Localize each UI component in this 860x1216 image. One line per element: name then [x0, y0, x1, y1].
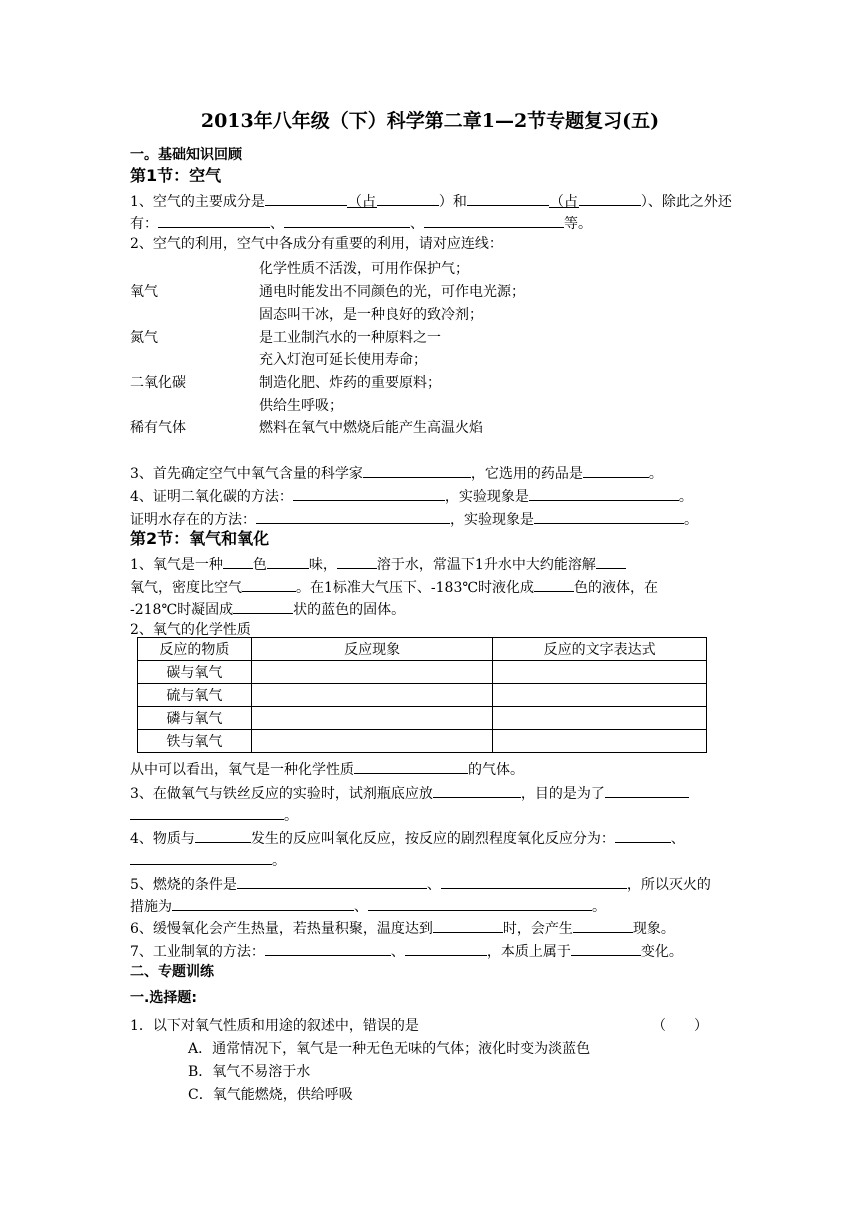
- answer-blank[interactable]: [583, 462, 649, 478]
- s2-q5-text-c: ，所以灭火的: [626, 877, 711, 893]
- table-cell-phenomenon[interactable]: [251, 684, 493, 707]
- s1-q4-text-b: ，实验现象是: [444, 489, 529, 505]
- table-cell-substance: 硫与氧气: [138, 684, 252, 707]
- s2-q3-text-a: 3、在做氧气与铁丝反应的实验时，试剂瓶底应放: [130, 786, 433, 802]
- s2-q1-text-i: 状的蓝色的固体。: [293, 602, 406, 618]
- answer-blank[interactable]: [596, 553, 626, 569]
- answer-blank[interactable]: [571, 940, 641, 956]
- s2-q5-line2: [130, 895, 606, 917]
- gas-carbon-dioxide: 二氧化碳: [130, 375, 186, 391]
- answer-blank[interactable]: [237, 873, 427, 889]
- s1-q3-text-b: ，它选用的药品是: [470, 466, 583, 482]
- answer-blank[interactable]: [284, 212, 410, 228]
- s2-q7-text-d: 变化。: [640, 944, 683, 960]
- part2-subheading: 一.选择题:: [130, 990, 197, 1006]
- s2-q1-text-e: 氧气，密度比空气: [130, 580, 242, 596]
- answer-blank[interactable]: [242, 576, 296, 592]
- s2-q4-text-a: 4、物质与: [130, 831, 195, 847]
- s1-q1-line1: [130, 190, 732, 212]
- answer-blank[interactable]: [195, 827, 251, 843]
- separator-text: 、: [410, 216, 424, 232]
- s2-q7: [130, 940, 683, 962]
- s2-q4-text-c: 、: [670, 831, 685, 847]
- s1-q5-text-a: 证明水存在的方法：: [130, 512, 256, 528]
- mc-option-a: A．通常情况下，氧气是一种无色无味的气体；液化时变为淡蓝色: [188, 1041, 591, 1057]
- gas-oxygen: 氧气: [130, 284, 158, 300]
- s2-q5-text-a: 5、燃烧的条件是: [130, 877, 237, 893]
- s2-q4-line2: [130, 849, 286, 871]
- s2-q1-text-b: 色: [252, 557, 267, 573]
- s2-q2-after-b: 的气体。: [468, 762, 524, 778]
- answer-blank[interactable]: [605, 782, 689, 798]
- table-cell-expression[interactable]: [493, 661, 707, 684]
- answer-blank-with-text[interactable]: [347, 192, 377, 208]
- answer-blank[interactable]: [337, 553, 377, 569]
- answer-blank[interactable]: [172, 895, 354, 911]
- s2-q3-line2: [130, 804, 298, 826]
- answer-blank[interactable]: [363, 462, 471, 478]
- use-item: 化学性质不活泼，可用作保护气；: [259, 261, 469, 277]
- s1-q1-text-i: 等。: [564, 216, 592, 232]
- answer-blank[interactable]: [267, 553, 309, 569]
- answer-blank[interactable]: [130, 804, 284, 820]
- answer-blank[interactable]: [615, 827, 671, 843]
- table-cell-substance: 磷与氧气: [138, 707, 252, 730]
- table-header-cell: 反应的物质: [138, 638, 252, 661]
- answer-blank[interactable]: [405, 940, 487, 956]
- separator-text: 、: [270, 216, 284, 232]
- mc-option-b: B．氧气不易溶于水: [188, 1064, 311, 1080]
- section1-heading: 第1节：空气: [130, 166, 222, 185]
- part1-heading: 一。基础知识回顾: [130, 147, 242, 163]
- s2-q2-conclusion: [130, 758, 524, 780]
- s1-q1-text-a: 1、空气的主要成分是: [130, 194, 265, 210]
- s2-q3-text-b: ，目的是为了: [520, 786, 605, 802]
- answer-blank[interactable]: [534, 508, 684, 524]
- s2-q3-text-c: 。: [284, 808, 298, 824]
- gas-nitrogen: 氮气: [130, 330, 158, 346]
- use-item: 固态叫干冰，是一种良好的致冷剂；: [259, 307, 483, 323]
- use-item: 充入灯泡可延长使用寿命；: [259, 352, 427, 368]
- s1-q1-text-d: （占: [549, 194, 578, 210]
- s1-q5: [130, 508, 698, 530]
- s2-q5-text-f: 。: [592, 899, 606, 915]
- s2-q3-line1: [130, 782, 689, 804]
- s2-q1-text-f: 。在1标准大气压下、-183℃时液化成: [296, 580, 535, 596]
- s2-q2-after-a: 从中可以看出，氧气是一种化学性质: [130, 762, 354, 778]
- table-row: [138, 730, 707, 753]
- table-row: [138, 707, 707, 730]
- s2-q1-text-c: 味，: [308, 557, 337, 573]
- s2-q7-text-b: 、: [390, 944, 405, 960]
- s2-q2-text: 2、氧气的化学性质: [130, 622, 251, 638]
- answer-blank[interactable]: [233, 598, 293, 614]
- mc-question-1: 1．以下对氧气性质和用途的叙述中，错误的是: [130, 1018, 419, 1034]
- s2-q6-text-a: 6、缓慢氧化会产生热量，若热量积聚，温度达到: [130, 921, 433, 937]
- answer-blank[interactable]: [130, 849, 272, 865]
- s2-q1-text-a: 1、氧气是一种: [130, 557, 223, 573]
- s2-q5-text-e: 、: [354, 899, 368, 915]
- answer-blank[interactable]: [573, 917, 633, 933]
- use-item: 供给生呼吸；: [259, 398, 343, 414]
- answer-parenthesis[interactable]: （ ）: [652, 1018, 708, 1034]
- s1-q3: [130, 462, 663, 484]
- answer-blank[interactable]: [265, 190, 347, 206]
- use-item: 通电时能发出不同颜色的光，可作电光源；: [259, 284, 525, 300]
- s2-q1-line2: [130, 576, 658, 598]
- s2-q1-line3: [130, 598, 405, 620]
- s1-q1-text-e: ）、除此之外还: [640, 194, 732, 210]
- section2-heading: 第2节：氧气和氧化: [130, 529, 270, 548]
- s2-q6-text-c: 现象。: [632, 921, 675, 937]
- table-cell-expression[interactable]: [493, 730, 707, 753]
- s1-q4: [130, 485, 693, 507]
- s2-q5-text-b: 、: [426, 877, 441, 893]
- s1-q5-text-b: ，实验现象是: [450, 512, 534, 528]
- s1-q1-line2: [130, 212, 592, 234]
- s2-q7-text-c: ，本质上属于: [486, 944, 571, 960]
- s1-q3-text-a: 3、首先确定空气中氧气含量的科学家: [130, 466, 363, 482]
- answer-blank[interactable]: [223, 553, 253, 569]
- table-cell-expression[interactable]: [493, 684, 707, 707]
- answer-blank[interactable]: [265, 940, 391, 956]
- answer-blank[interactable]: [534, 576, 574, 592]
- s1-q1-text-f: 有：: [130, 216, 158, 232]
- s2-q1-line1: [130, 553, 626, 575]
- s2-q6-text-b: 时，会产生: [502, 921, 573, 937]
- gas-rare-gases: 稀有气体: [130, 420, 186, 436]
- answer-blank[interactable]: [377, 190, 439, 206]
- answer-blank-with-text[interactable]: [549, 192, 579, 208]
- table-header-cell: 反应现象: [251, 638, 493, 661]
- table-header-cell: 反应的文字表达式: [493, 638, 707, 661]
- table-cell-substance: 铁与氧气: [138, 730, 252, 753]
- answer-blank[interactable]: [293, 485, 445, 501]
- answer-blank[interactable]: [256, 508, 450, 524]
- use-item: 是工业制汽水的一种原料之一: [259, 330, 441, 346]
- answer-blank[interactable]: [579, 190, 641, 206]
- answer-blank[interactable]: [433, 917, 503, 933]
- s2-q7-text-a: 7、工业制氧的方法：: [130, 944, 265, 960]
- table-cell-substance: 碳与氧气: [138, 661, 252, 684]
- answer-blank[interactable]: [368, 895, 592, 911]
- s1-q4-text-c: 。: [678, 489, 693, 505]
- s2-q6: [130, 917, 675, 939]
- use-item: 制造化肥、炸药的重要原料；: [259, 375, 441, 391]
- s2-q4-line1: [130, 827, 685, 849]
- part2-heading: 二、专题训练: [130, 964, 214, 980]
- answer-blank[interactable]: [433, 782, 521, 798]
- s2-q5-text-d: 措施为: [130, 899, 172, 915]
- s2-q1-text-g: 色的液体，在: [574, 580, 659, 596]
- answer-blank[interactable]: [424, 212, 564, 228]
- use-item: 燃料在氧气中燃烧后能产生高温火焰: [259, 420, 483, 436]
- s1-q1-text-c: ）和: [438, 194, 467, 210]
- answer-blank[interactable]: [467, 190, 549, 206]
- table-row: [138, 684, 707, 707]
- s2-q4-text-d: 。: [272, 853, 286, 869]
- table-row: [138, 661, 707, 684]
- table-header-row: [138, 638, 707, 661]
- s1-q2-text: 2、空气的利用，空气中各成分有重要的利用，请对应连线：: [130, 236, 503, 252]
- s1-q4-text-a: 4、证明二氧化碳的方法：: [130, 489, 293, 505]
- answer-blank[interactable]: [441, 873, 627, 889]
- table-cell-phenomenon[interactable]: [251, 707, 493, 730]
- s1-q5-text-c: 。: [684, 512, 698, 528]
- mc-option-c: C．氧气能燃烧，供给呼吸: [188, 1087, 353, 1103]
- answer-blank[interactable]: [158, 212, 270, 228]
- s2-q4-text-b: 发生的反应叫氧化反应，按反应的剧烈程度氧化反应分为：: [250, 831, 615, 847]
- table-cell-expression[interactable]: [493, 707, 707, 730]
- s2-q1-text-h: -218℃时凝固成: [130, 602, 234, 618]
- table-cell-phenomenon[interactable]: [251, 661, 493, 684]
- answer-blank[interactable]: [529, 485, 679, 501]
- page-title: 2013年八年级（下）科学第二章1—2节专题复习(五): [200, 110, 660, 132]
- table-cell-phenomenon[interactable]: [251, 730, 493, 753]
- answer-blank[interactable]: [354, 758, 468, 774]
- s2-q1-text-d: 溶于水，常温下1升水中大约能溶解: [376, 557, 596, 573]
- s1-q3-text-c: 。: [648, 466, 663, 482]
- s2-q5-line1: [130, 873, 711, 895]
- s1-q1-text-b: （占: [347, 194, 376, 210]
- reaction-table: [137, 637, 707, 753]
